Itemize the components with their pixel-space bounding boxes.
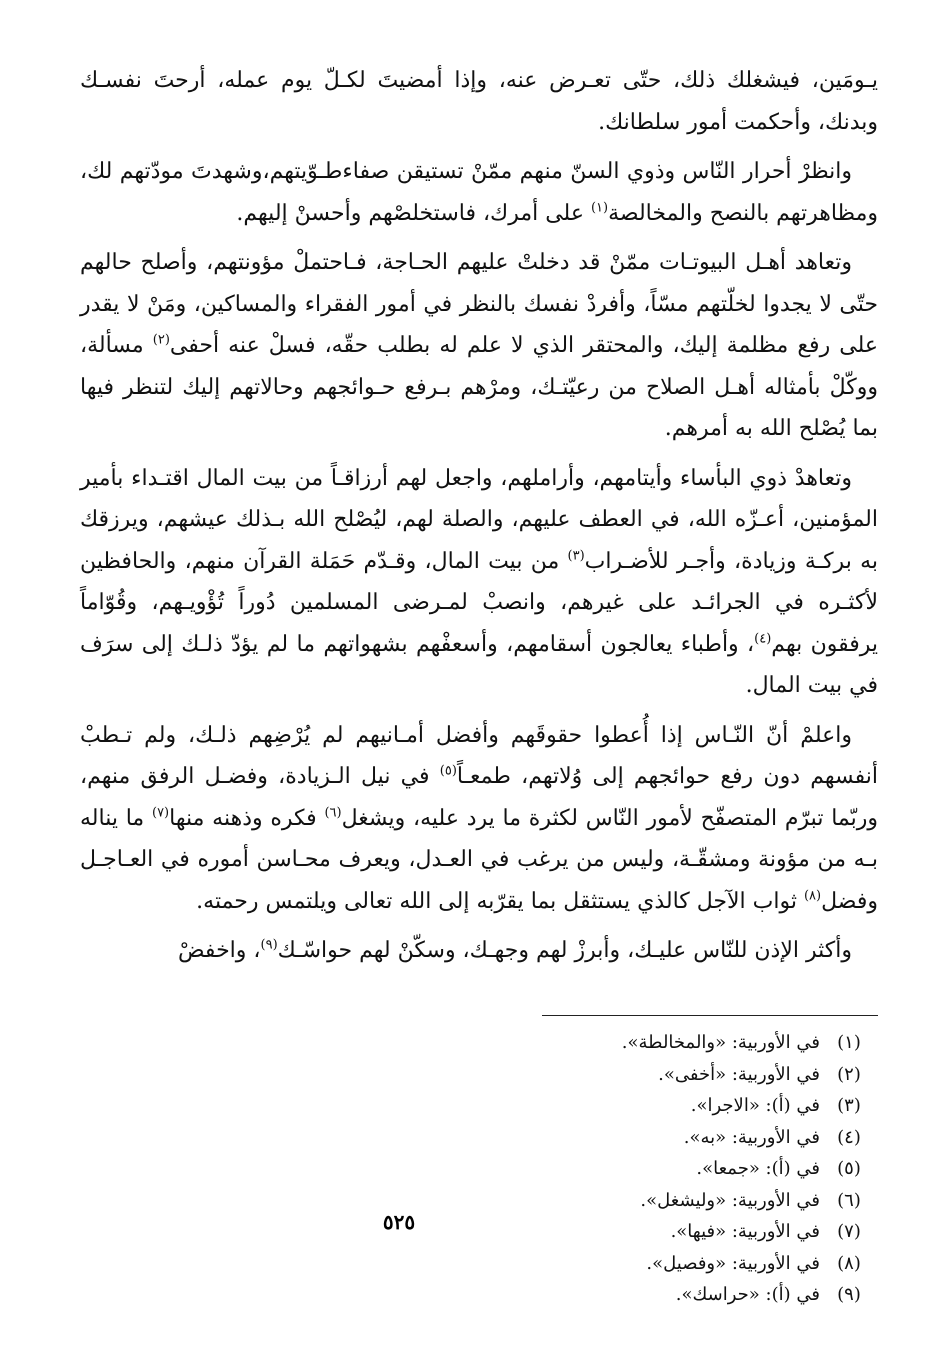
footnote-marker: (٤) — [754, 631, 772, 647]
footnote-text: في الأوربية: «أخفى». — [658, 1063, 820, 1085]
footnote-text: في الأوربية: «وفصيل». — [646, 1252, 820, 1274]
footnote-text: في (أ): «حراسك». — [675, 1284, 820, 1305]
paragraph-text: وتعاهد أهـل البيوتـات ممّنْ قد دخلتْ عليهم الحـاجة، فـاحتملْ مؤونتهم، وأصلح حالهم حتّى لا يجدوا لخلّتهم مسّاً، وأفردْ نفسك بالنظر في أمور الفقراء والمساكين، ومَنْ لا يقدر على رفع مظلمة إليك، والمحتقر الذي لا علم له بطلب حقّه، فسلْ عنه أحفى — [80, 250, 878, 358]
paragraph — [80, 242, 878, 450]
footnotes-list — [458, 1027, 878, 1311]
paragraph-text: من بيت المال، وقـدّم حَمَلة القرآن منهم، والحافظين لأكثـره في الجرائـد على غيرهم، وانصبْ لمـرضى المسلمين دُوراً تُؤْويـهم، وقُوّاماً يرفقون بهم — [80, 548, 879, 657]
footnote-number: (٩) — [837, 1284, 861, 1305]
footnote-text: في (أ): «الاجرا». — [690, 1095, 820, 1116]
paragraph-text: ، واخفضْ — [177, 938, 261, 963]
footnote-number: (٣) — [837, 1095, 861, 1116]
footnote-text: في الأوربية: «به». — [683, 1126, 820, 1148]
paragraph-text: وأكثر الإذن للنّاس عليـك، وأبرزْ لهم وجهـك، وسكّنْ لهم حواسّـك — [277, 938, 852, 963]
footnote-item — [458, 1059, 878, 1091]
footnote-marker: (٦) — [324, 805, 342, 821]
footnote-number: (٦) — [837, 1189, 861, 1211]
footnote-text: في الأوربية: «وليشغل». — [640, 1189, 820, 1211]
footnote-item — [458, 1153, 878, 1185]
paragraph — [80, 60, 878, 143]
footnote-text: في الأوربية: «فيها». — [670, 1221, 820, 1242]
paragraph-text: ثواب الآجل كالذي يستثقل بما يقرّبه إلى الله تعالى ويلتمس رحمته. — [196, 888, 804, 914]
paragraph-text: يـومَين، فيشغلك ذلك، حتّى تعـرض عنه، وإذا أمضيتَ لكـلّ يوم عمله، أرحتَ نفسـك وبدنك، وأحكمت أمور سلطانك. — [80, 68, 878, 135]
footnote-marker: (٩) — [260, 937, 278, 953]
footnote-item — [458, 1248, 878, 1280]
footnote-marker: (٨) — [803, 888, 822, 904]
footnote-item — [458, 1122, 878, 1154]
paragraph — [80, 715, 878, 923]
footnote-number: (٥) — [837, 1158, 861, 1179]
paragraph — [80, 930, 878, 972]
footnote-number: (٨) — [837, 1252, 861, 1274]
paragraph-text: ، وأطباء يعالجون أسقامهم، وأسعفْهم بشهواتهم ما لم يؤدّ ذلـك إلى سرَف في بيت المال. — [80, 631, 878, 698]
footnote-marker: (٣) — [567, 548, 585, 564]
footnote-item — [458, 1279, 878, 1311]
paragraph-text: فكره وذهنه منها — [169, 805, 325, 831]
body-text — [80, 60, 878, 972]
footnote-number: (٧) — [837, 1221, 861, 1242]
paragraph-text: ما يناله بـه من مؤونة ومشقّـة، وليس من يرغب في العـدل، ويعرف محـاسن أموره في العـاجـل وفضل — [80, 805, 878, 914]
page-number: ٥٢٥ — [382, 1212, 416, 1234]
paragraph-text: وتعاهدْ ذوي البأساء وأيتامهم، وأراملهم، واجعل لهم أرزاقـاً من بيت المال اقتـداء بأمير المؤمنين، أعـزّه الله، في العطف عليهم، والصلة لهم، ليُصْلح الله بـذلك عيشهم، ويرزقك به بركـة وزيادة، وأجـر للأضـراب — [80, 465, 879, 574]
paragraph — [80, 458, 878, 707]
footnote-text: في (أ): «جمعا». — [696, 1158, 820, 1179]
footnote-marker: (٢) — [152, 332, 170, 348]
footnote-divider — [542, 1015, 878, 1016]
footnote-marker: (٧) — [151, 805, 170, 821]
footnote-number: (١) — [837, 1032, 861, 1053]
paragraph — [80, 151, 878, 234]
footnote-number: (٤) — [837, 1126, 861, 1148]
footnote-marker: (٥) — [439, 763, 457, 779]
paragraph-text: واعلمْ أنّ النّـاس إذا أُعطوا حقوقَهم وأفضل أمـانيهم لم يُرْضِهم ذلـك، ولم تـطبْ أنفسهم دون رفع حوائجهم إلى وُلاتهم، طمعـاً — [80, 722, 878, 789]
paragraph-text: مسألة، ووكّلْ بأمثاله أهـل الصلاح من رعيّتـك، ومرْهم بـرفع حـوائجهم وحالاتهم إليك لتنظر فيها بما يُصْلح الله به أمرهم. — [80, 333, 878, 441]
footnote-number: (٢) — [837, 1063, 861, 1085]
paragraph-text: وانظرْ أحرار النّاس وذوي السنّ منهم ممّنْ تستيقن صفاءطـوّيتهم،وشهدتَ مودّتهم لك، ومظاهرتهم بالنصح والمخالصة — [80, 159, 878, 226]
footnote-text: في الأوربية: «والمخالطة». — [621, 1032, 820, 1053]
footnote-marker: (١) — [590, 200, 609, 216]
footnote-item — [458, 1090, 878, 1122]
paragraph-text: في نيل الـزيادة، وفضـل الرفق منهم، وربّما تبرّم المتصفّح لأمور النّاس لكثرة ما يرد عليه، ويشغل — [80, 764, 878, 831]
paragraph-text: على أمرك، فاستخلصْهم وأحسنْ إليهم. — [236, 200, 591, 226]
footnote-item — [458, 1027, 878, 1059]
